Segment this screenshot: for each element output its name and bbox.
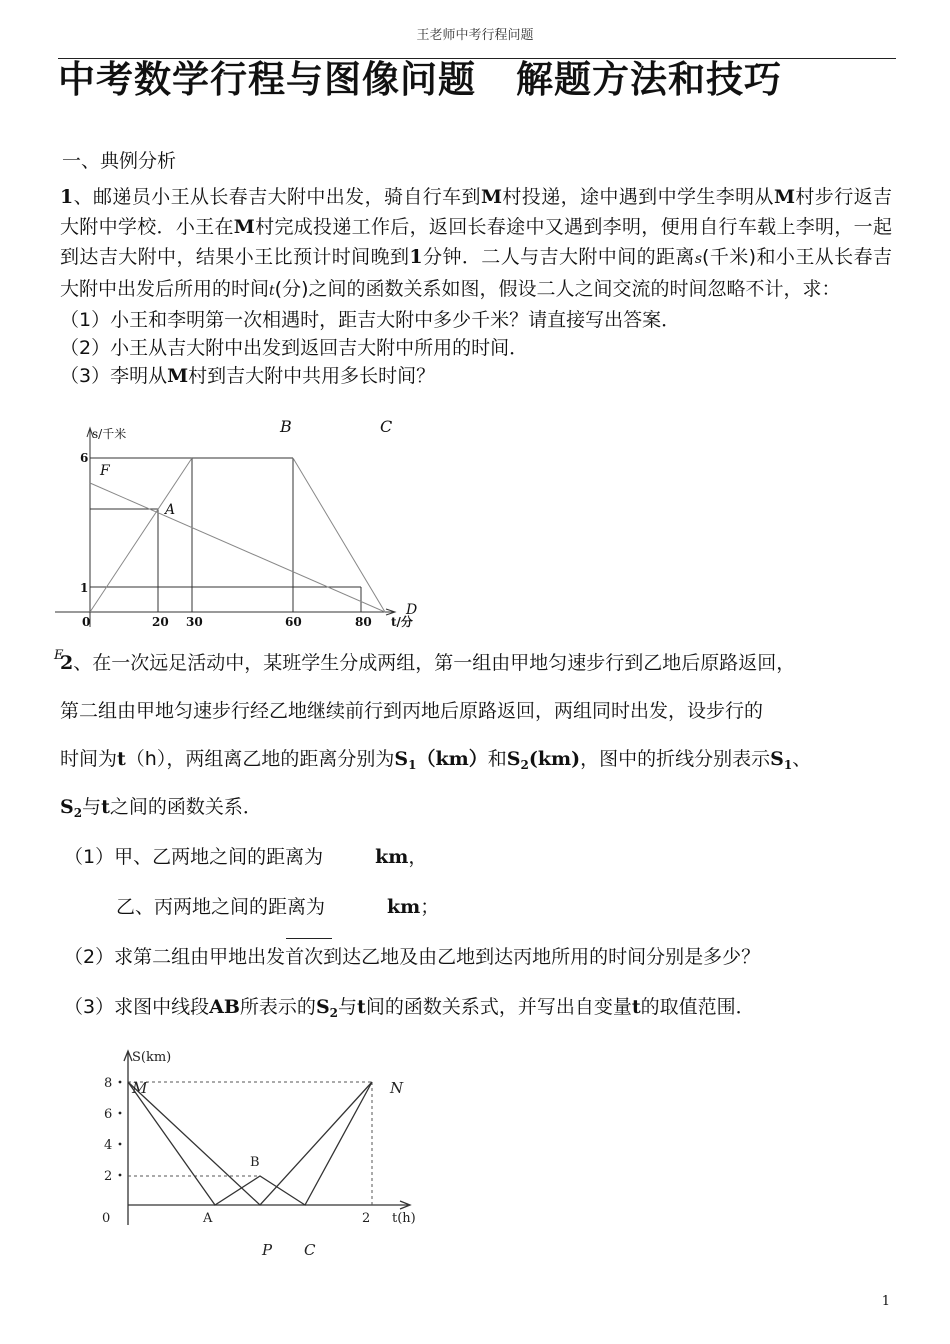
p2-line1 (60, 650, 892, 698)
tick-dot-4 (119, 1143, 122, 1146)
x-axis-label: t/分 (391, 615, 413, 629)
unit: km (375, 846, 409, 868)
point-A: A (165, 502, 176, 518)
text: 时间为 (60, 748, 118, 770)
y-axis-label: S(km) (132, 1050, 172, 1065)
text: 、邮递员小王从长春吉大附中出发，骑自行车到 (73, 186, 481, 208)
tick-dot-6 (119, 1112, 122, 1115)
x-tick-80: 80 (355, 615, 372, 629)
text: 第二组由甲地匀速步行经乙地继续前行到丙地后原路返回，两组同时出发，设步行的 (60, 700, 764, 722)
segment-ab: AB (209, 996, 240, 1018)
q-num: （3） (64, 996, 115, 1018)
point-B: B (250, 1155, 260, 1170)
point-C: C (380, 417, 393, 436)
q-text: 甲、乙两地之间的距离为 (114, 846, 324, 868)
x-tick-60: 60 (285, 615, 302, 629)
q-text: 求第二组由甲地出发首次到达乙地及由乙地到达丙地所用的时间分别是多少？ (114, 946, 761, 968)
y-tick-4: 4 (104, 1138, 113, 1153)
text: 、 (792, 748, 812, 770)
var-m: M (480, 186, 502, 208)
page-header: 王老师中考行程问题 (416, 28, 534, 43)
point-P: P (262, 1241, 273, 1259)
x-axis-label: t(h) (392, 1211, 416, 1226)
var-s: S (770, 748, 784, 770)
unit: (km) (528, 748, 581, 770)
point-E-label: E (54, 648, 64, 663)
text: 、在一次远足活动中，某班学生分成两组，第一组由甲地匀速步行到乙地后原路返回， (73, 652, 796, 674)
line-CD (293, 458, 385, 612)
subscript: 1 (408, 758, 417, 772)
problem-number: 1 (60, 186, 74, 208)
var-t: t (357, 996, 366, 1018)
point-N: N (390, 1079, 404, 1097)
page-number: 1 (881, 1294, 890, 1309)
q-text: 与 (338, 996, 358, 1018)
y-tick-2: 2 (104, 1169, 113, 1184)
text: (分)之间的函数关系如图，假设二人之间交流的时间忽略不计，求： (274, 278, 841, 300)
point-F: F (100, 463, 110, 479)
text: (千米)和小王从长春吉大附中出发后所用的时间 (60, 246, 892, 300)
q-num: （1） (64, 846, 115, 868)
var-m: M (233, 216, 255, 238)
graph-2 (90, 1045, 430, 1265)
q-num: （2） (60, 337, 111, 359)
text: 村步行返吉大附中学校．小王在 (60, 186, 892, 238)
title-main: 中考数学行程与图像问题 (58, 58, 476, 101)
x-tick-30: 30 (186, 615, 203, 629)
problem-1 (60, 182, 892, 390)
y-tick-6: 6 (104, 1107, 113, 1122)
var-t: t (117, 748, 126, 770)
subscript: 1 (783, 758, 793, 772)
unit: （km） (416, 748, 488, 770)
q-num: （1） (60, 309, 111, 331)
y-tick-1: 1 (80, 581, 89, 595)
var-t: t (631, 996, 641, 1018)
y-axis-label: s/千米 (92, 427, 127, 441)
graph-1 (50, 415, 430, 640)
question-3 (60, 362, 892, 390)
line-s2 (128, 1082, 372, 1205)
point-D: D (406, 602, 418, 618)
x-tick-0: 0 (82, 615, 91, 629)
point-B: B (280, 417, 292, 436)
q-text: 所表示的 (239, 996, 316, 1018)
problem-2 (60, 650, 892, 1044)
p2-q3 (60, 994, 892, 1044)
subscript: 2 (73, 806, 83, 820)
tick-dot-2 (119, 1174, 122, 1177)
p2-line4 (60, 794, 892, 844)
text: ； (420, 896, 440, 918)
var-m: M (773, 186, 795, 208)
p2-line2 (60, 698, 892, 746)
y-tick-8: 8 (104, 1076, 113, 1091)
subscript: 2 (329, 1006, 339, 1020)
unit: km (387, 896, 421, 918)
var-s: S (394, 748, 409, 770)
text: ， (408, 846, 428, 868)
page-title (58, 58, 896, 102)
p2-q2 (60, 944, 892, 994)
p2-q1b (60, 894, 892, 944)
point-M: M (132, 1079, 148, 1097)
question-2 (60, 334, 892, 362)
text: （h），两组离乙地的距离分别为 (125, 748, 395, 770)
q-num: （2） (64, 946, 115, 968)
question-1 (60, 306, 892, 334)
q-text: 的取值范围． (640, 996, 755, 1018)
q-text: 小王和李明第一次相遇时，距吉大附中多少千米？请直接写出答案． (110, 309, 681, 331)
q-text: 间的函数关系式，并写出自变量 (365, 996, 632, 1018)
line-s1 (128, 1082, 372, 1205)
text: 村投递，途中遇到中学生李明从 (502, 186, 774, 208)
var-s: S (506, 748, 521, 770)
problem-number: 2 (60, 652, 74, 674)
text: 分钟．二人与吉大附中间的距离 (422, 246, 695, 268)
x-tick-20: 20 (152, 615, 169, 629)
line-FD (90, 483, 385, 612)
var-s: s (694, 251, 703, 267)
x-tick-0: 0 (102, 1211, 111, 1226)
q-text: 李明从 (110, 365, 168, 387)
title-sub: 解题方法和技巧 (516, 58, 782, 101)
x-tick-2: 2 (362, 1211, 371, 1226)
var-t: t (101, 796, 110, 818)
var-s: S (315, 996, 330, 1018)
q-text: 乙、丙两地之间的距离为 (116, 896, 326, 918)
line-OB (90, 458, 192, 612)
number: 1 (409, 246, 423, 268)
y-tick-6: 6 (80, 451, 89, 465)
q-num: （3） (60, 365, 111, 387)
text: 与 (82, 796, 102, 818)
var-s: S (60, 796, 74, 818)
text: 之间的函数关系． (109, 796, 262, 818)
tick-dot-8 (119, 1081, 122, 1084)
p2-q1a (60, 844, 892, 894)
q-text: 小王从吉大附中出发到返回吉大附中所用的时间． (110, 337, 529, 359)
q-text: 村到吉大附中共用多长时间？ (188, 365, 436, 387)
section-heading: 一、典例分析 (62, 150, 177, 172)
p2-line3 (60, 746, 892, 794)
var-m: M (167, 365, 189, 387)
text: 和 (487, 748, 507, 770)
q-text: 求图中线段 (114, 996, 210, 1018)
var-t: t (269, 283, 275, 299)
text: ，图中的折线分别表示 (580, 748, 771, 770)
point-C: C (304, 1241, 316, 1259)
subscript: 2 (520, 758, 529, 772)
text: 村完成投递工作后，返回长春途中又遇到李明，便用自行车载上李明，一起到达吉大附中，结果小王比预计时间晚到 (60, 216, 892, 268)
blank-mark (286, 938, 332, 939)
point-A: A (203, 1211, 213, 1226)
